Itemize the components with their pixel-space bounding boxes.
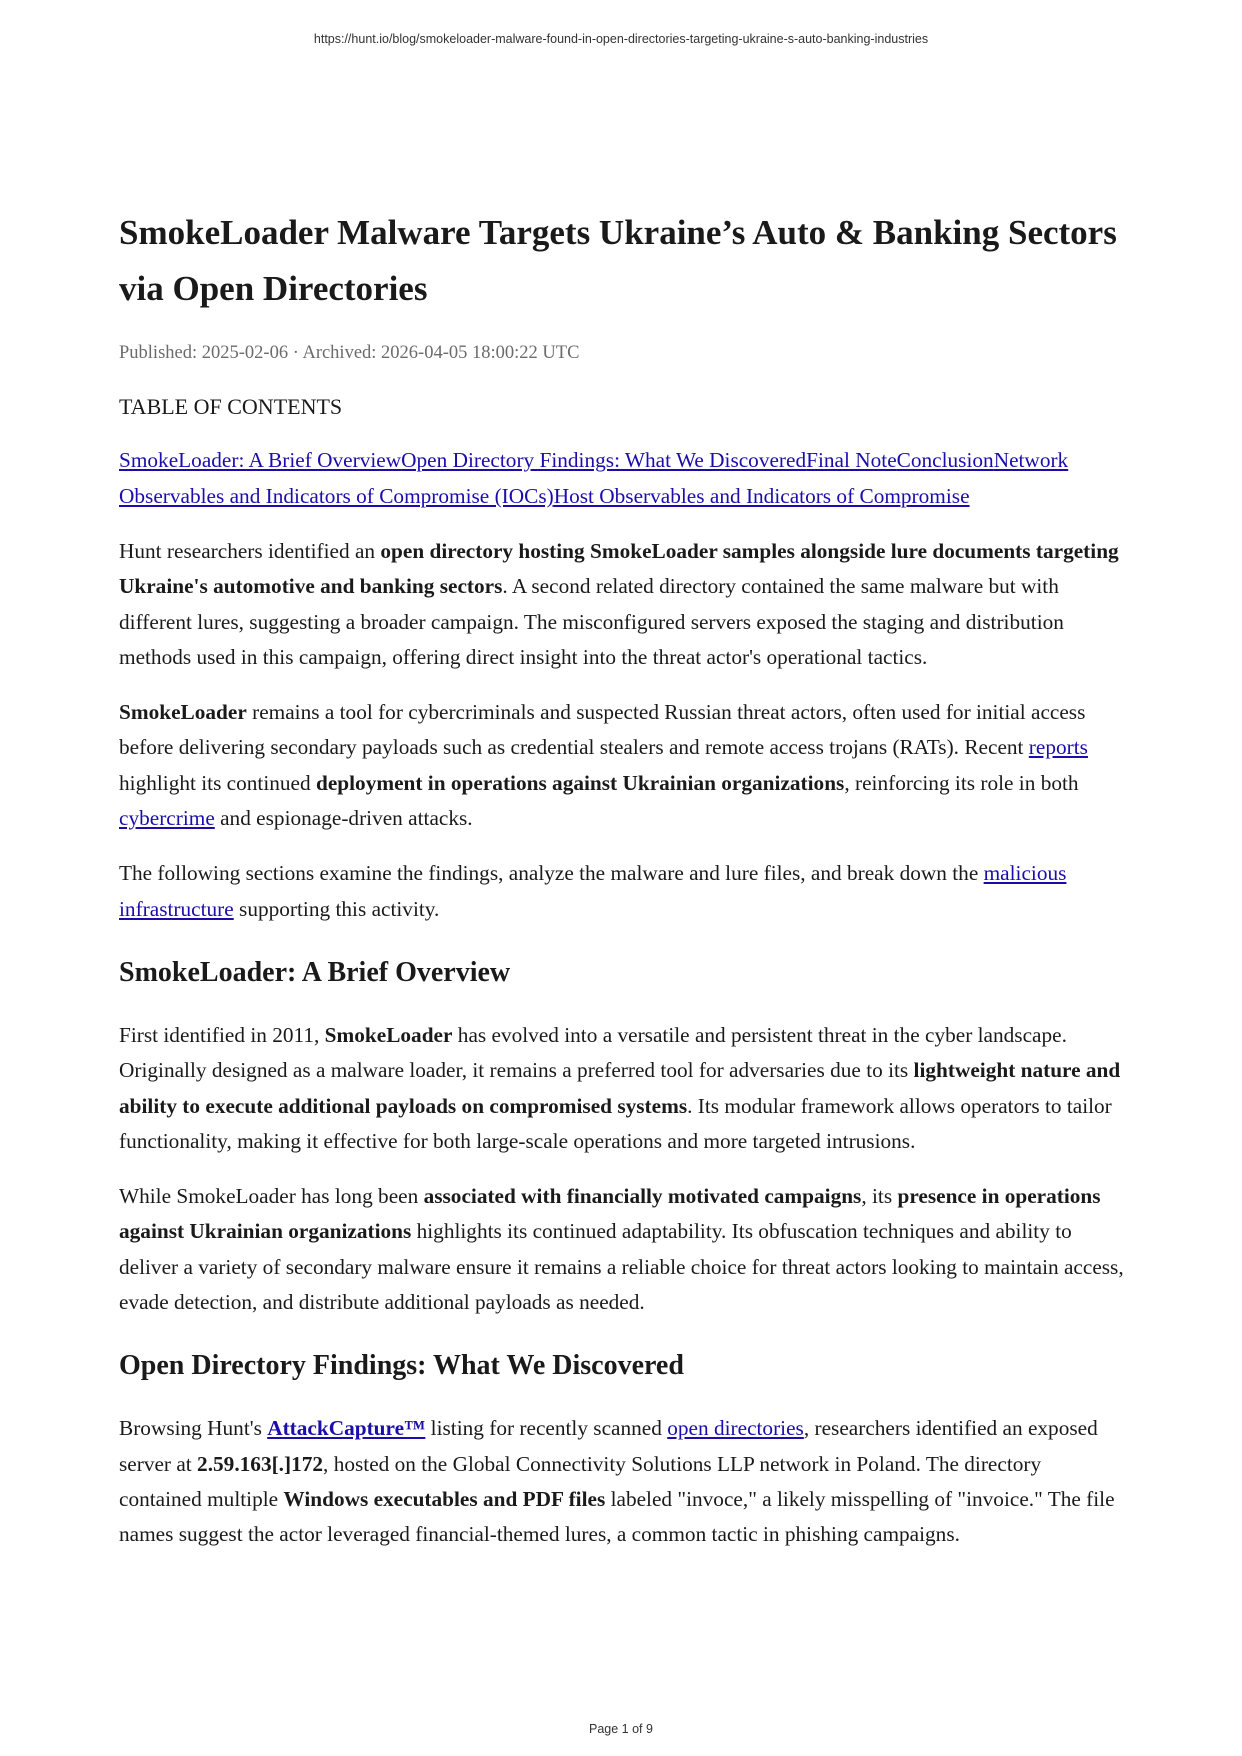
- overview-paragraph-1: First identified in 2011, SmokeLoader has evolved into a versatile and persistent threat in the cyber landscape. Originally designed as a malware loader, it remains a preferred tool for adversaries due to its lightweight nature and ability to execute additional payloads on compromised systems. Its modular framework allows operators to tailor functionality, making it effective for both large-scale operations and more targeted intrusions.: [119, 1022, 1121, 1153]
- toc-links: [119, 442, 1129, 514]
- intro-paragraph-1: Hunt researchers identified an open directory hosting SmokeLoader samples alongside lure documents targeting Ukraine's automotive and banking sectors. A second related directory contained the same malware but with different lures, suggesting a broader campaign. The misconfigured servers exposed the staging and distribution methods used in this campaign, offering direct insight into the threat actor's operational tactics.: [119, 539, 1119, 669]
- attackcapture-link[interactable]: AttackCapture™: [267, 1416, 426, 1441]
- open-directories-link[interactable]: open directories: [667, 1416, 804, 1441]
- toc-link-host-iocs[interactable]: Host Observables and Indicators of Compromise: [553, 484, 970, 508]
- findings-paragraph-1: Browsing Hunt's AttackCapture™ listing for recently scanned open directories, researchers identified an exposed server at 2.59.163[.]172, hosted on the Global Connectivity Solutions LLP network in Poland. The directory contained multiple Windows executables and PDF files labeled "invoce," a likely misspelling of "invoice." The file names suggest the actor leveraged financial-themed lures, a common tactic in phishing campaigns.: [119, 1416, 1115, 1547]
- publish-meta: Published: 2025-02-06 · Archived: 2026-04-05 18:00:22 UTC: [119, 343, 580, 363]
- malicious-infrastructure-link[interactable]: malicious infrastructure: [119, 861, 1067, 921]
- toc-title: TABLE OF CONTENTS: [119, 394, 343, 419]
- toc-link-final-note[interactable]: Final Note: [806, 448, 897, 472]
- intro-paragraph-2: SmokeLoader remains a tool for cybercriminals and suspected Russian threat actors, often used for initial access before delivering secondary payloads such as credential stealers and remote access trojans (RATs). Recent reports highlight its continued deployment in operations against Ukrainian organizations, reinforcing its role in both cybercrime and espionage-driven attacks.: [119, 700, 1088, 831]
- article-body: [119, 205, 1129, 1553]
- reports-link[interactable]: reports: [1028, 735, 1088, 760]
- toc-link-network-iocs[interactable]: Network Observables and Indicators of Compromise (IOCs): [119, 448, 1069, 508]
- page-url: https://hunt.io/blog/smokeloader-malware-found-in-open-directories-targeting-ukraine-s-auto-banking-industries: [313, 32, 929, 46]
- toc-link-conclusion[interactable]: Conclusion: [896, 448, 994, 472]
- toc-link-findings[interactable]: Open Directory Findings: What We Discovered: [401, 448, 807, 472]
- section-heading-findings: Open Directory Findings: What We Discovered: [119, 1350, 684, 1382]
- page-number: Page 1 of 9: [589, 1722, 653, 1736]
- overview-paragraph-2: While SmokeLoader has long been associated with financially motivated campaigns, its presence in operations against Ukrainian organizations highlights its continued adaptability. Its obfuscation techniques and ability to deliver a variety of secondary malware ensure it remains a reliable choice for threat actors looking to maintain access, evade detection, and distribute additional payloads as needed.: [119, 1184, 1124, 1315]
- article-title: SmokeLoader Malware Targets Ukraine’s Auto & Banking Sectors via Open Directories: [119, 213, 1117, 308]
- cybercrime-link[interactable]: cybercrime: [119, 806, 215, 831]
- section-heading-overview: SmokeLoader: A Brief Overview: [119, 956, 511, 988]
- toc-link-overview[interactable]: SmokeLoader: A Brief Overview: [119, 448, 402, 472]
- intro-paragraph-3: The following sections examine the findings, analyze the malware and lure files, and break down the malicious infrastructure supporting this activity.: [119, 861, 1067, 921]
